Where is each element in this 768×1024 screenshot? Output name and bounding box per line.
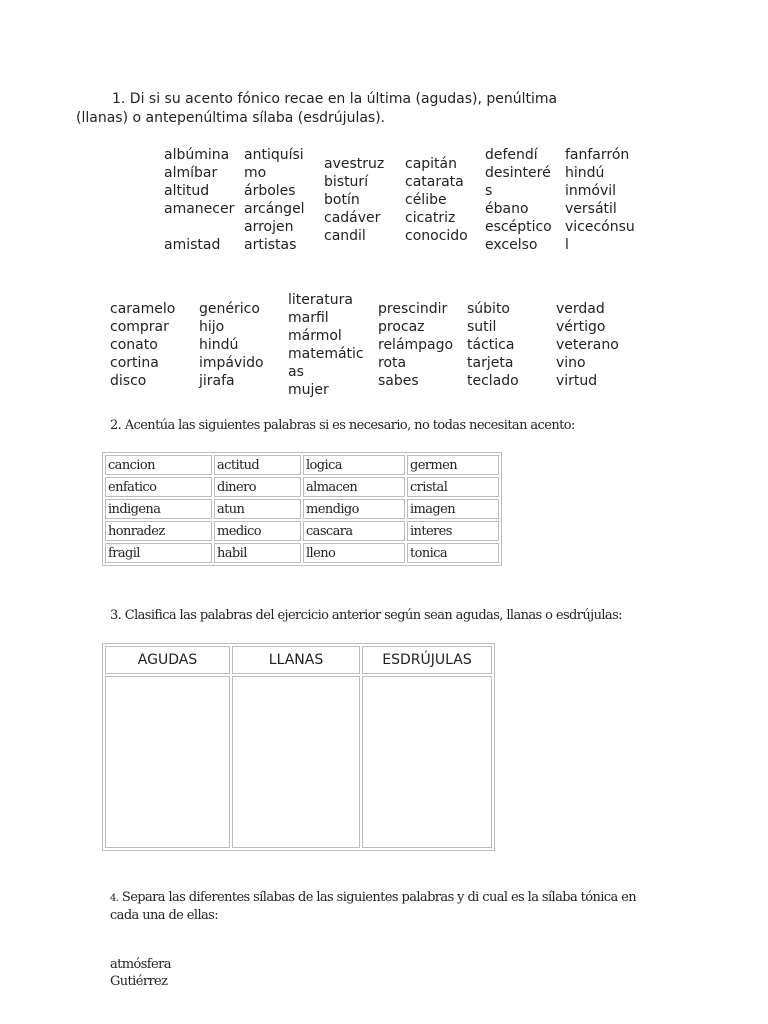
word: vino: [556, 355, 586, 371]
word: [164, 218, 234, 236]
word: defendí: [485, 147, 538, 163]
word: hindú: [199, 337, 239, 353]
word: as: [288, 364, 304, 380]
word: relámpago: [378, 337, 454, 353]
table-cell: enfatico: [105, 477, 212, 497]
word: botín: [324, 192, 360, 208]
word: cadáver: [324, 210, 381, 226]
word-column: [378, 300, 453, 390]
word: hindú: [565, 165, 605, 181]
word: mármol: [288, 328, 342, 344]
answer-cell-esdrujulas[interactable]: [362, 676, 492, 848]
word: mo: [244, 165, 267, 181]
answer-cell-llanas[interactable]: [232, 676, 360, 848]
word: hijo: [199, 319, 225, 335]
ex4-number: 4.: [110, 893, 119, 904]
column-header-agudas: AGUDAS: [105, 646, 230, 674]
word: cicatriz: [405, 210, 456, 226]
table-cell: atun: [214, 499, 301, 519]
word: táctica: [467, 337, 515, 353]
table-cell: germen: [407, 455, 499, 475]
table-row: [105, 543, 499, 563]
ex3-classification-table: [102, 643, 495, 851]
table-cell: almacen: [303, 477, 405, 497]
table-cell: honradez: [105, 521, 212, 541]
table-cell: imagen: [407, 499, 499, 519]
table-cell: dinero: [214, 477, 301, 497]
table-cell: mendigo: [303, 499, 405, 519]
word: impávido: [199, 355, 264, 371]
word-column: [556, 300, 619, 390]
word: prescindir: [378, 301, 448, 317]
word: ébano: [485, 201, 529, 217]
word: escéptico: [485, 219, 552, 235]
table-cell: cascara: [303, 521, 405, 541]
word-column: [485, 146, 552, 254]
word: jirafa: [199, 373, 235, 389]
word: vicecónsu: [565, 219, 635, 235]
word: marfil: [288, 310, 329, 326]
word: amanecer: [164, 201, 235, 217]
word: rota: [378, 355, 407, 371]
table-row: [105, 455, 499, 475]
word: l: [565, 237, 569, 253]
column-header-esdrujulas: ESDRÚJULAS: [362, 646, 492, 674]
word: bisturí: [324, 174, 369, 190]
table-cell: fragil: [105, 543, 212, 563]
ex1-instruction-line1: 1. Di si su acento fónico recae en la última (agudas), penúltima: [112, 91, 558, 107]
word: artistas: [244, 237, 297, 253]
column-header-llanas: LLANAS: [232, 646, 360, 674]
word-column: [467, 300, 519, 390]
table-answer-row: [105, 676, 492, 848]
word: candil: [324, 228, 366, 244]
ex4-word: Gutiérrez: [110, 974, 168, 989]
word: literatura: [288, 292, 353, 308]
word: verdad: [556, 301, 605, 317]
word: vértigo: [556, 319, 606, 335]
word-column: [199, 300, 264, 390]
table-cell: logica: [303, 455, 405, 475]
word: excelso: [485, 237, 538, 253]
table-cell: medico: [214, 521, 301, 541]
word: antiquísi: [244, 147, 304, 163]
table-cell: cancion: [105, 455, 212, 475]
word: albúmina: [164, 147, 230, 163]
word-column: [110, 300, 175, 390]
word: arcángel: [244, 201, 305, 217]
word: inmóvil: [565, 183, 617, 199]
ex4-instruction-line2: cada una de ellas:: [110, 908, 219, 923]
word: capitán: [405, 156, 457, 172]
word: fanfarrón: [565, 147, 630, 163]
word: disco: [110, 373, 147, 389]
ex2-word-table: [102, 452, 502, 566]
word: súbito: [467, 301, 510, 317]
word: sabes: [378, 373, 419, 389]
table-cell: actitud: [214, 455, 301, 475]
table-row: [105, 521, 499, 541]
word: s: [485, 183, 493, 199]
table-cell: habil: [214, 543, 301, 563]
word: matemátic: [288, 346, 364, 362]
table-cell: lleno: [303, 543, 405, 563]
word-column: [405, 155, 468, 245]
word-column: [244, 146, 305, 254]
word: sutil: [467, 319, 497, 335]
ex4-word: atmósfera: [110, 957, 171, 972]
ex2-instruction: 2. Acentúa las siguientes palabras si es necesario, no todas necesitan acento:: [110, 418, 575, 433]
word: genérico: [199, 301, 260, 317]
word: conato: [110, 337, 158, 353]
word: catarata: [405, 174, 464, 190]
table-cell: indigena: [105, 499, 212, 519]
word: árboles: [244, 183, 296, 199]
ex4-text: Separa las diferentes sílabas de las siguientes palabras y di cual es la sílaba tónica en: [121, 890, 637, 905]
word: caramelo: [110, 301, 176, 317]
word: avestruz: [324, 156, 385, 172]
answer-cell-agudas[interactable]: [105, 676, 230, 848]
table-row: [105, 477, 499, 497]
word: almíbar: [164, 165, 218, 181]
word: desinteré: [485, 165, 551, 181]
word: altitud: [164, 183, 210, 199]
table-cell: interes: [407, 521, 499, 541]
word: procaz: [378, 319, 425, 335]
word: célibe: [405, 192, 447, 208]
word-column: [324, 155, 384, 245]
ex3-instruction: 3. Clasifica las palabras del ejercicio anterior según sean agudas, llanas o esdrújulas:: [110, 608, 622, 623]
word: virtud: [556, 373, 598, 389]
table-cell: tonica: [407, 543, 499, 563]
word: comprar: [110, 319, 169, 335]
word: conocido: [405, 228, 468, 244]
ex4-instruction-line1: [110, 890, 636, 905]
word: teclado: [467, 373, 519, 389]
word: versátil: [565, 201, 617, 217]
word-column: [164, 146, 234, 254]
word-column: [565, 146, 635, 254]
word: mujer: [288, 382, 329, 398]
table-cell: cristal: [407, 477, 499, 497]
word-column: [288, 291, 364, 399]
word: arrojen: [244, 219, 294, 235]
word: tarjeta: [467, 355, 514, 371]
ex1-instruction-line2: (llanas) o antepenúltima sílaba (esdrújulas).: [76, 110, 386, 126]
table-row: [105, 499, 499, 519]
word: cortina: [110, 355, 159, 371]
word: amistad: [164, 237, 221, 253]
word: veterano: [556, 337, 619, 353]
table-header-row: [105, 646, 492, 674]
